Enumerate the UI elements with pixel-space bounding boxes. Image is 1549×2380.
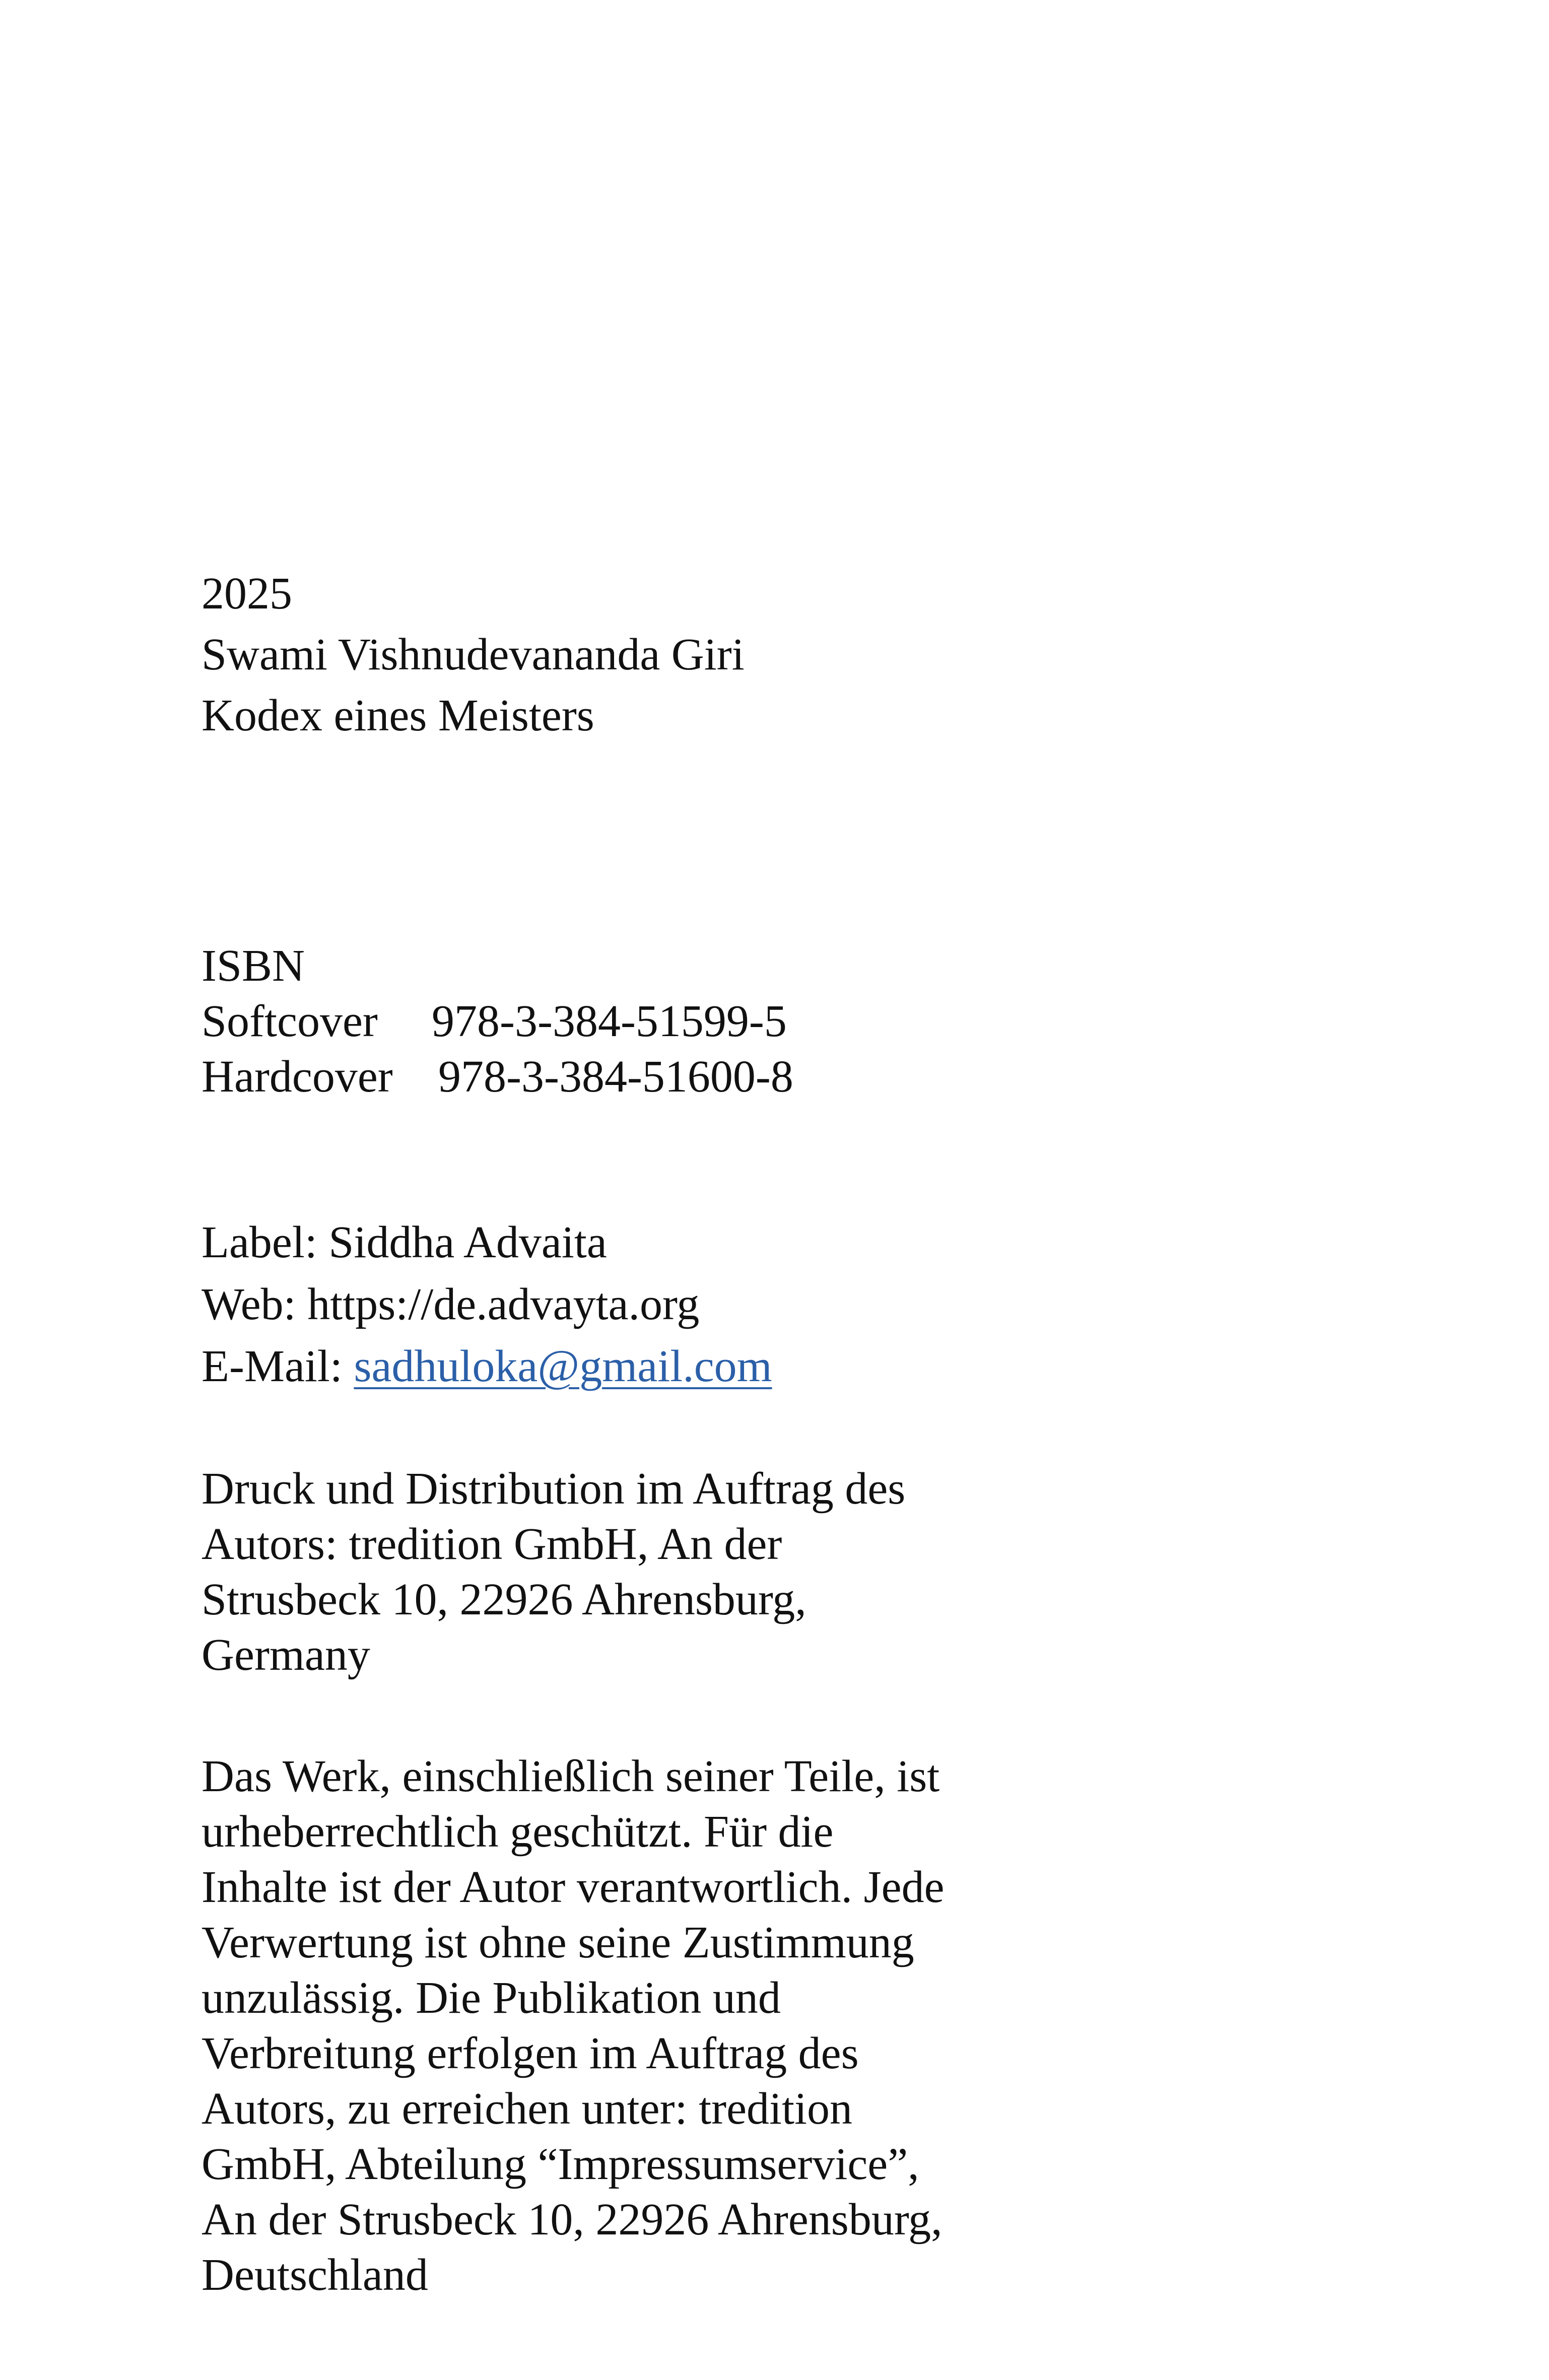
hardcover-isbn-row: [201, 1049, 1058, 1105]
print-line: Germany: [201, 1630, 370, 1680]
rights-line: An der Strusbeck 10, 22926 Ahrensburg,: [201, 2195, 942, 2245]
print-distribution-paragraph: [201, 1461, 1058, 1683]
email-line: [201, 1335, 1058, 1397]
rights-line: Autors, zu erreichen unter: tredition: [201, 2084, 853, 2134]
softcover-label: Softcover: [201, 996, 378, 1046]
rights-line: urheberrechtlich geschützt. Für die: [201, 1807, 834, 1857]
author-name: Swami Vishnudevananda Giri: [201, 630, 745, 679]
isbn-block: [201, 938, 1058, 1105]
rights-line: Deutschland: [201, 2250, 428, 2300]
contact-block: [201, 1211, 1058, 1397]
label-line: Label: Siddha Advaita: [201, 1217, 607, 1267]
email-prefix: E-Mail:: [201, 1341, 354, 1391]
email-link[interactable]: sadhuloka@gmail.com: [354, 1341, 772, 1391]
softcover-isbn-row: [201, 994, 1058, 1049]
book-title: Kodex eines Meisters: [201, 691, 594, 740]
hardcover-isbn-number: 978-3-384-51600-8: [438, 1052, 793, 1102]
rights-line: unzulässig. Die Publikation und: [201, 1973, 781, 2023]
rights-line: Das Werk, einschließlich seiner Teile, ist: [201, 1751, 940, 1801]
header-block: [201, 563, 1058, 746]
softcover-isbn-number: 978-3-384-51599-5: [432, 996, 787, 1046]
print-line: Autors: tredition GmbH, An der: [201, 1519, 782, 1569]
hardcover-label: Hardcover: [201, 1052, 393, 1102]
isbn-heading: ISBN: [201, 941, 305, 991]
rights-line: Inhalte ist der Autor verantwortlich. Jede: [201, 1862, 945, 1912]
print-line: Druck und Distribution im Auftrag des: [201, 1464, 906, 1514]
copyright-paragraph: [201, 1749, 1058, 2303]
print-line: Strusbeck 10, 22926 Ahrensburg,: [201, 1575, 806, 1624]
rights-line: GmbH, Abteilung “Impressumservice”,: [201, 2139, 919, 2189]
publication-year: 2025: [201, 569, 292, 619]
web-line: Web: https://de.advayta.org: [201, 1279, 700, 1329]
rights-line: Verbreitung erfolgen im Auftrag des: [201, 2028, 859, 2078]
rights-line: Verwertung ist ohne seine Zustimmung: [201, 1918, 914, 1967]
